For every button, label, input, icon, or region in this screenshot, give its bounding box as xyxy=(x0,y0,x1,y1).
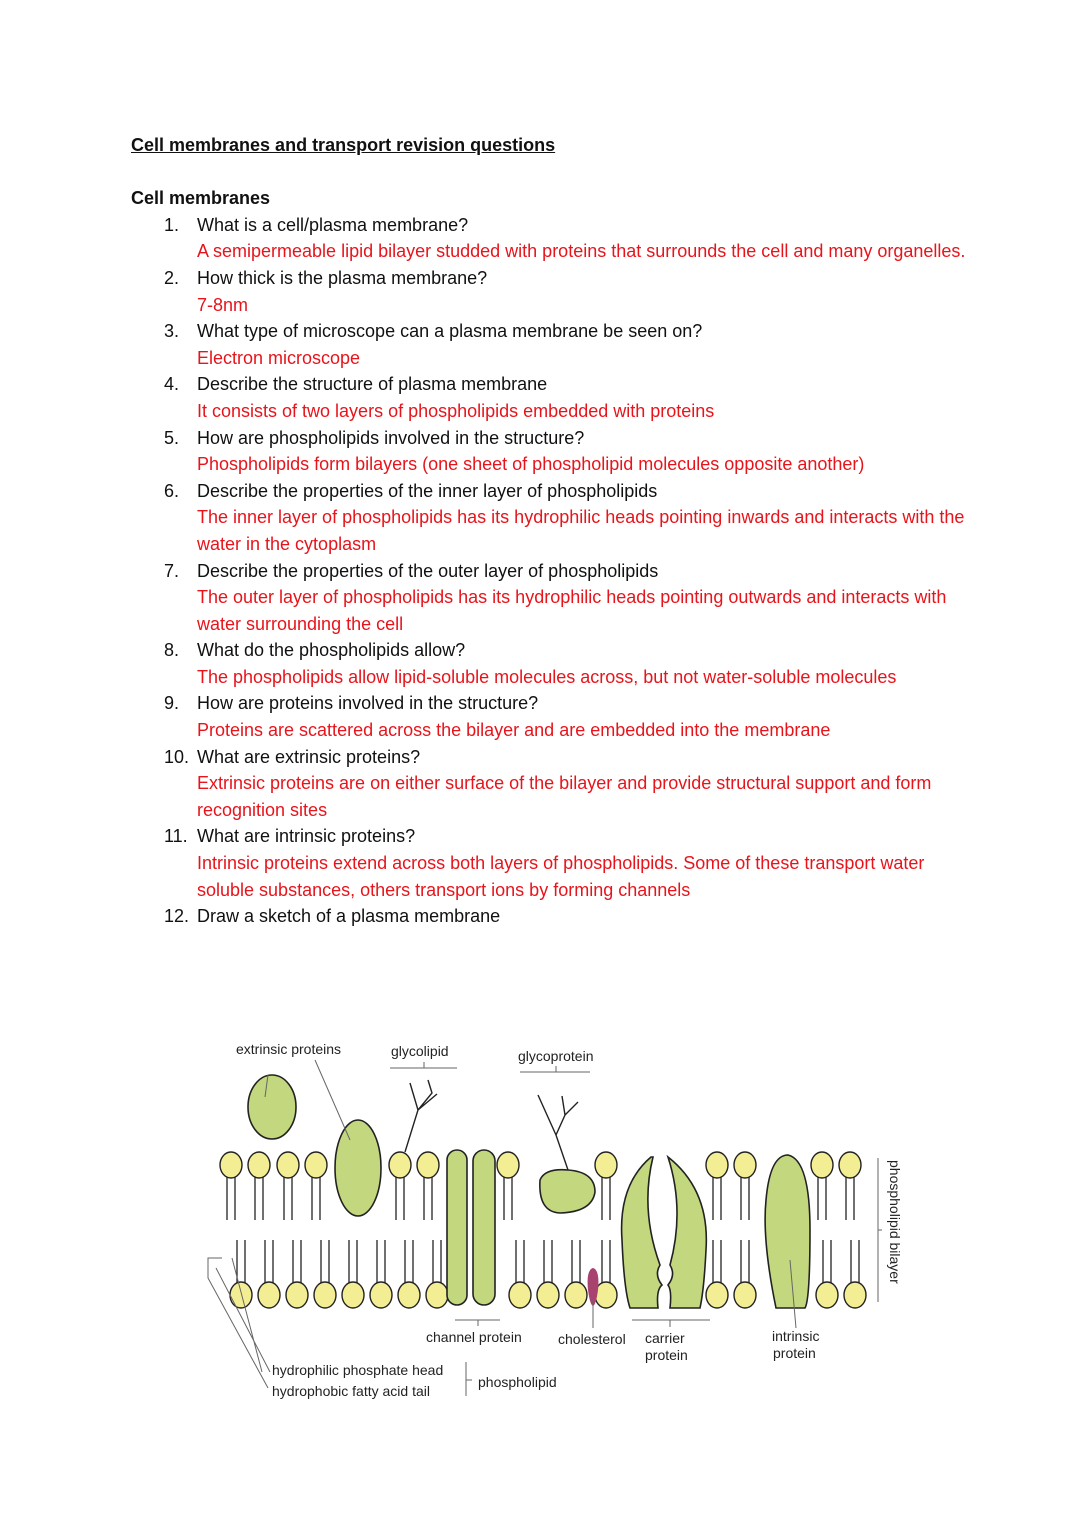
phosphate-head xyxy=(706,1152,728,1178)
phosphate-head xyxy=(258,1282,280,1308)
question-item xyxy=(131,478,971,558)
label-phospholipid: phospholipid xyxy=(478,1374,557,1390)
question-item xyxy=(131,903,971,930)
phosphate-head xyxy=(537,1282,559,1308)
question-text: What do the phospholipids allow? xyxy=(197,640,466,661)
question-number: 7. xyxy=(164,560,180,581)
phosphate-head xyxy=(220,1152,242,1178)
question-text: Describe the properties of the inner layer of phospholipids xyxy=(197,480,658,501)
channel-protein-right xyxy=(473,1150,495,1305)
phospholipid xyxy=(595,1240,617,1308)
phospholipid xyxy=(734,1240,756,1308)
question-number: 8. xyxy=(164,640,180,661)
label-carrier-protein: protein xyxy=(645,1347,688,1363)
phospholipid xyxy=(734,1152,756,1220)
question-number: 1. xyxy=(164,214,180,235)
question-text: How are phospholipids involved in the structure? xyxy=(197,427,585,448)
section-heading: Cell membranes xyxy=(131,188,271,209)
question-text: How thick is the plasma membrane? xyxy=(197,267,488,288)
question-item xyxy=(131,212,971,265)
question-item xyxy=(131,558,971,638)
question-item xyxy=(131,637,971,690)
question-number: 3. xyxy=(164,321,180,342)
label-carrier: carrier xyxy=(645,1330,685,1346)
page-title: Cell membranes and transport revision questions xyxy=(131,135,556,155)
question-item xyxy=(131,823,971,903)
answer-text: Electron microscope xyxy=(197,347,361,368)
answer-text: A semipermeable lipid bilayer studded with proteins that surrounds the cell and many organelles. xyxy=(197,241,966,262)
carrier-protein-right xyxy=(668,1157,706,1308)
intrinsic-protein xyxy=(765,1155,810,1308)
phospholipid xyxy=(497,1152,519,1220)
extrinsic-protein-floating xyxy=(248,1075,296,1139)
phosphate-head xyxy=(277,1152,299,1178)
phospholipid xyxy=(258,1240,280,1308)
phosphate-head xyxy=(844,1282,866,1308)
answer-text: Proteins are scattered across the bilayer and are embedded into the membrane xyxy=(197,720,831,741)
phospholipid xyxy=(816,1240,838,1308)
question-text: What type of microscope can a plasma membrane be seen on? xyxy=(197,321,703,342)
extrinsic-protein-embedded xyxy=(335,1120,381,1216)
question-item xyxy=(131,265,971,318)
answer-text: The phospholipids allow lipid-soluble molecules across, but not water-soluble molecules xyxy=(197,666,897,687)
phosphate-head xyxy=(734,1152,756,1178)
phosphate-head xyxy=(426,1282,448,1308)
label-hydrophilic-head: hydrophilic phosphate head xyxy=(272,1362,444,1378)
question-number: 12. xyxy=(164,906,190,927)
phospholipid xyxy=(305,1152,327,1220)
phospholipid xyxy=(565,1240,587,1308)
answer-text: Extrinsic proteins are on either surface of the bilayer and provide structural support and form recognition sites xyxy=(197,773,932,820)
answer-text: The outer layer of phospholipids has its hydrophilic heads pointing outwards and interacts with water surrounding the cell xyxy=(197,587,947,634)
question-text: What is a cell/plasma membrane? xyxy=(197,214,469,235)
phosphate-head xyxy=(248,1152,270,1178)
question-number: 2. xyxy=(164,267,180,288)
label-intrinsic-protein: protein xyxy=(773,1345,816,1361)
question-number: 6. xyxy=(164,480,180,501)
phosphate-head xyxy=(706,1282,728,1308)
question-number: 4. xyxy=(164,374,180,395)
phospholipid xyxy=(811,1152,833,1220)
question-number: 11. xyxy=(164,826,188,847)
phosphate-head xyxy=(305,1152,327,1178)
phospholipid xyxy=(509,1240,531,1308)
phospholipid xyxy=(398,1240,420,1308)
channel-protein-left xyxy=(447,1150,467,1305)
phosphate-head xyxy=(509,1282,531,1308)
answer-text: 7-8nm xyxy=(197,294,249,315)
glycoprotein-body xyxy=(540,1170,595,1213)
label-glycoprotein: glycoprotein xyxy=(518,1048,594,1064)
answer-text: Intrinsic proteins extend across both layers of phospholipids. Some of these transport water soluble substances, others transport ions by forming channels xyxy=(197,853,925,900)
answer-text: The inner layer of phospholipids has its hydrophilic heads pointing inwards and interacts with the water in the cytoplasm xyxy=(197,507,965,554)
phosphate-head xyxy=(839,1152,861,1178)
label-phospholipid-bilayer: phospholipid bilayer xyxy=(887,1160,903,1284)
plasma-membrane-diagram xyxy=(200,1030,920,1410)
question-number: 9. xyxy=(164,693,180,714)
phosphate-head xyxy=(398,1282,420,1308)
phosphate-head xyxy=(342,1282,364,1308)
phospholipid xyxy=(286,1240,308,1308)
phospholipid xyxy=(839,1152,861,1220)
phosphate-head xyxy=(417,1152,439,1178)
phospholipid xyxy=(706,1240,728,1308)
label-glycolipid: glycolipid xyxy=(391,1043,449,1059)
question-number: 5. xyxy=(164,427,180,448)
proteins xyxy=(248,1075,810,1308)
phospholipid xyxy=(230,1240,252,1308)
question-text: What are extrinsic proteins? xyxy=(197,746,421,767)
phosphate-head xyxy=(816,1282,838,1308)
question-text: Draw a sketch of a plasma membrane xyxy=(197,906,501,927)
question-item xyxy=(131,318,971,371)
carrier-protein-left xyxy=(622,1157,662,1308)
phosphate-head xyxy=(389,1152,411,1178)
phospholipid xyxy=(314,1240,336,1308)
phospholipid xyxy=(248,1152,270,1220)
phosphate-head xyxy=(286,1282,308,1308)
phospholipid xyxy=(389,1152,411,1220)
document-body xyxy=(131,132,971,930)
phospholipid xyxy=(706,1152,728,1220)
phospholipid xyxy=(844,1240,866,1308)
phospholipid xyxy=(277,1152,299,1220)
question-list xyxy=(131,212,971,930)
phosphate-head xyxy=(565,1282,587,1308)
question-item xyxy=(131,371,971,424)
phosphate-head xyxy=(497,1152,519,1178)
phospholipid xyxy=(342,1240,364,1308)
question-text: What are intrinsic proteins? xyxy=(197,826,416,847)
label-extrinsic-proteins: extrinsic proteins xyxy=(236,1041,342,1057)
question-item xyxy=(131,425,971,478)
phosphate-head xyxy=(595,1152,617,1178)
phosphate-head xyxy=(314,1282,336,1308)
label-channel-protein: channel protein xyxy=(426,1329,522,1345)
answer-text: Phospholipids form bilayers (one sheet of phospholipid molecules opposite another) xyxy=(197,454,865,475)
question-item xyxy=(131,744,971,824)
question-text: How are proteins involved in the structure? xyxy=(197,693,539,714)
question-text: Describe the structure of plasma membrane xyxy=(197,374,548,395)
phosphate-head xyxy=(370,1282,392,1308)
label-cholesterol: cholesterol xyxy=(558,1331,626,1347)
phospholipid xyxy=(370,1240,392,1308)
answer-text: It consists of two layers of phospholipids embedded with proteins xyxy=(197,400,715,421)
phospholipid xyxy=(220,1152,242,1220)
question-text: Describe the properties of the outer layer of phospholipids xyxy=(197,560,659,581)
question-item xyxy=(131,690,971,743)
phospholipid xyxy=(595,1152,617,1220)
phospholipid xyxy=(537,1240,559,1308)
phosphate-head xyxy=(811,1152,833,1178)
phospholipid xyxy=(417,1152,439,1220)
phosphate-head xyxy=(734,1282,756,1308)
phospholipid xyxy=(426,1240,448,1308)
question-number: 10. xyxy=(164,746,190,767)
phosphate-head xyxy=(230,1282,252,1308)
label-intrinsic: intrinsic xyxy=(772,1328,820,1344)
label-hydrophobic-tail: hydrophobic fatty acid tail xyxy=(272,1383,430,1399)
